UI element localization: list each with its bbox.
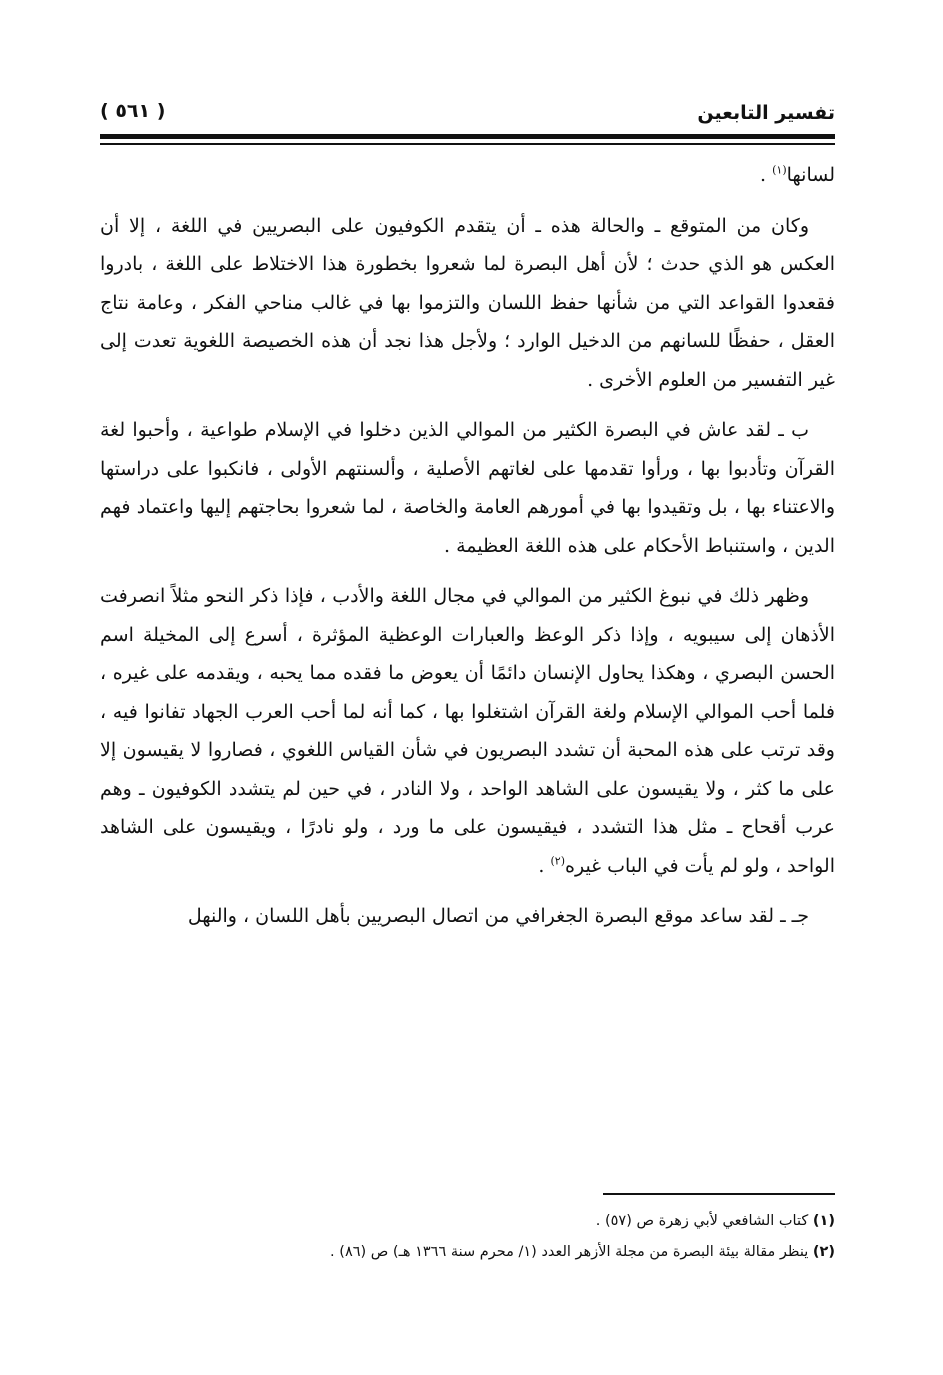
footnote-ref: (٢): [550, 854, 566, 868]
footnote-1: (١) كتاب الشافعي لأبي زهرة ص (٥٧) .: [595, 1213, 835, 1229]
paragraph-point-c: جـ ـ لقد ساعد موقع البصرة الجغرافي من اتصال البصريين بأهل اللسان ، والنهل: [187, 905, 809, 927]
running-title: تفسير التابعين: [697, 102, 835, 124]
footnote-2: (٢) ينظر مقالة بيئة البصرة من مجلة الأزهر العدد (١/ محرم سنة ١٣٦٦ هـ) ص (٨٦) .: [330, 1244, 835, 1260]
body-text: [100, 156, 835, 948]
paragraph-point-b: ب ـ لقد عاش في البصرة الكثير من الموالي الذين دخلوا في الإسلام طواعية ، وأحبوا لغة القرآن وتأدبوا بها ، ورأوا تقدمها على لغاتهم الأصلية ، وألسنتهم الأولى ، فانكبوا على دراستها والاعتناء بها ، بل وتقيدوا بها في أمورهم العامة والخاصة ، لما شعروا بحاجتهم إليها واعتماد فهم الدين ، واستنباط الأحكام على هذه اللغة العظيمة .: [100, 419, 835, 557]
header-rule-thick: [100, 134, 835, 139]
paragraph-continuation: لسانها$^{(١)}$ .: [760, 163, 835, 186]
header-rule-thin: [100, 143, 835, 145]
paragraph: وكان من المتوقع ـ والحالة هذه ـ أن يتقدم الكوفيون على البصريين في اللغة ، إلا أن العكس هو الذي حدث ؛ لأن أهل البصرة لما شعروا بخطورة هذا الاختلاط على اللغة ، بادروا فقعدوا القواعد التي من شأنها حفظ اللسان والتزموا بها في غالب مناحي الفكر ، وعامة نتاج العقل ، حفظًا للسانهم من الدخيل الوارد ؛ ولأجل هذا نجد أن هذه الخصيصة اللغوية تعدت إلى غير التفسير من العلوم الأخرى .: [100, 214, 835, 391]
footnote-ref: (١): [772, 163, 787, 177]
page-number: ( ٥٦١ ): [100, 100, 166, 122]
footnote-separator: [603, 1193, 835, 1195]
page-header: [100, 96, 835, 130]
paragraph: وظهر ذلك في نبوغ الكثير من الموالي في مجال اللغة والأدب ، فإذا ذكر النحو مثلاً انصرفت الأذهان إلى سيبويه ، وإذا ذكر الوعظ والعبارات الوعظية المؤثرة ، أسرع إلى المخيلة اسم الحسن البصري ، وهكذا يحاول الإنسان دائمًا أن يعوض ما فقده مما يحبه ، ويقدمه على غيره ، فلما أحب الموالي الإسلام ولغة القرآن اشتغلوا بها ، كما أنه لما أحب العرب الجهاد تفانوا فيه ، وقد ترتب على هذه المحبة أن تشدد البصريون في شأن القياس اللغوي ، فصاروا لا يقيسون إلا على ما كثر ، ولا يقيسون على الشاهد الواحد ، ولا النادر ، في حين لم يتشدد الكوفيون ـ وهم عرب أقحاح ـ مثل هذا التشدد ، فيقيسون على ما ورد ، ولو نادرًا ، ويقيسون على الشاهد الواحد ، ولو لم يأت في الباب غيره$^{(٢)}$ .: [100, 585, 835, 877]
footnotes: [100, 1206, 835, 1268]
